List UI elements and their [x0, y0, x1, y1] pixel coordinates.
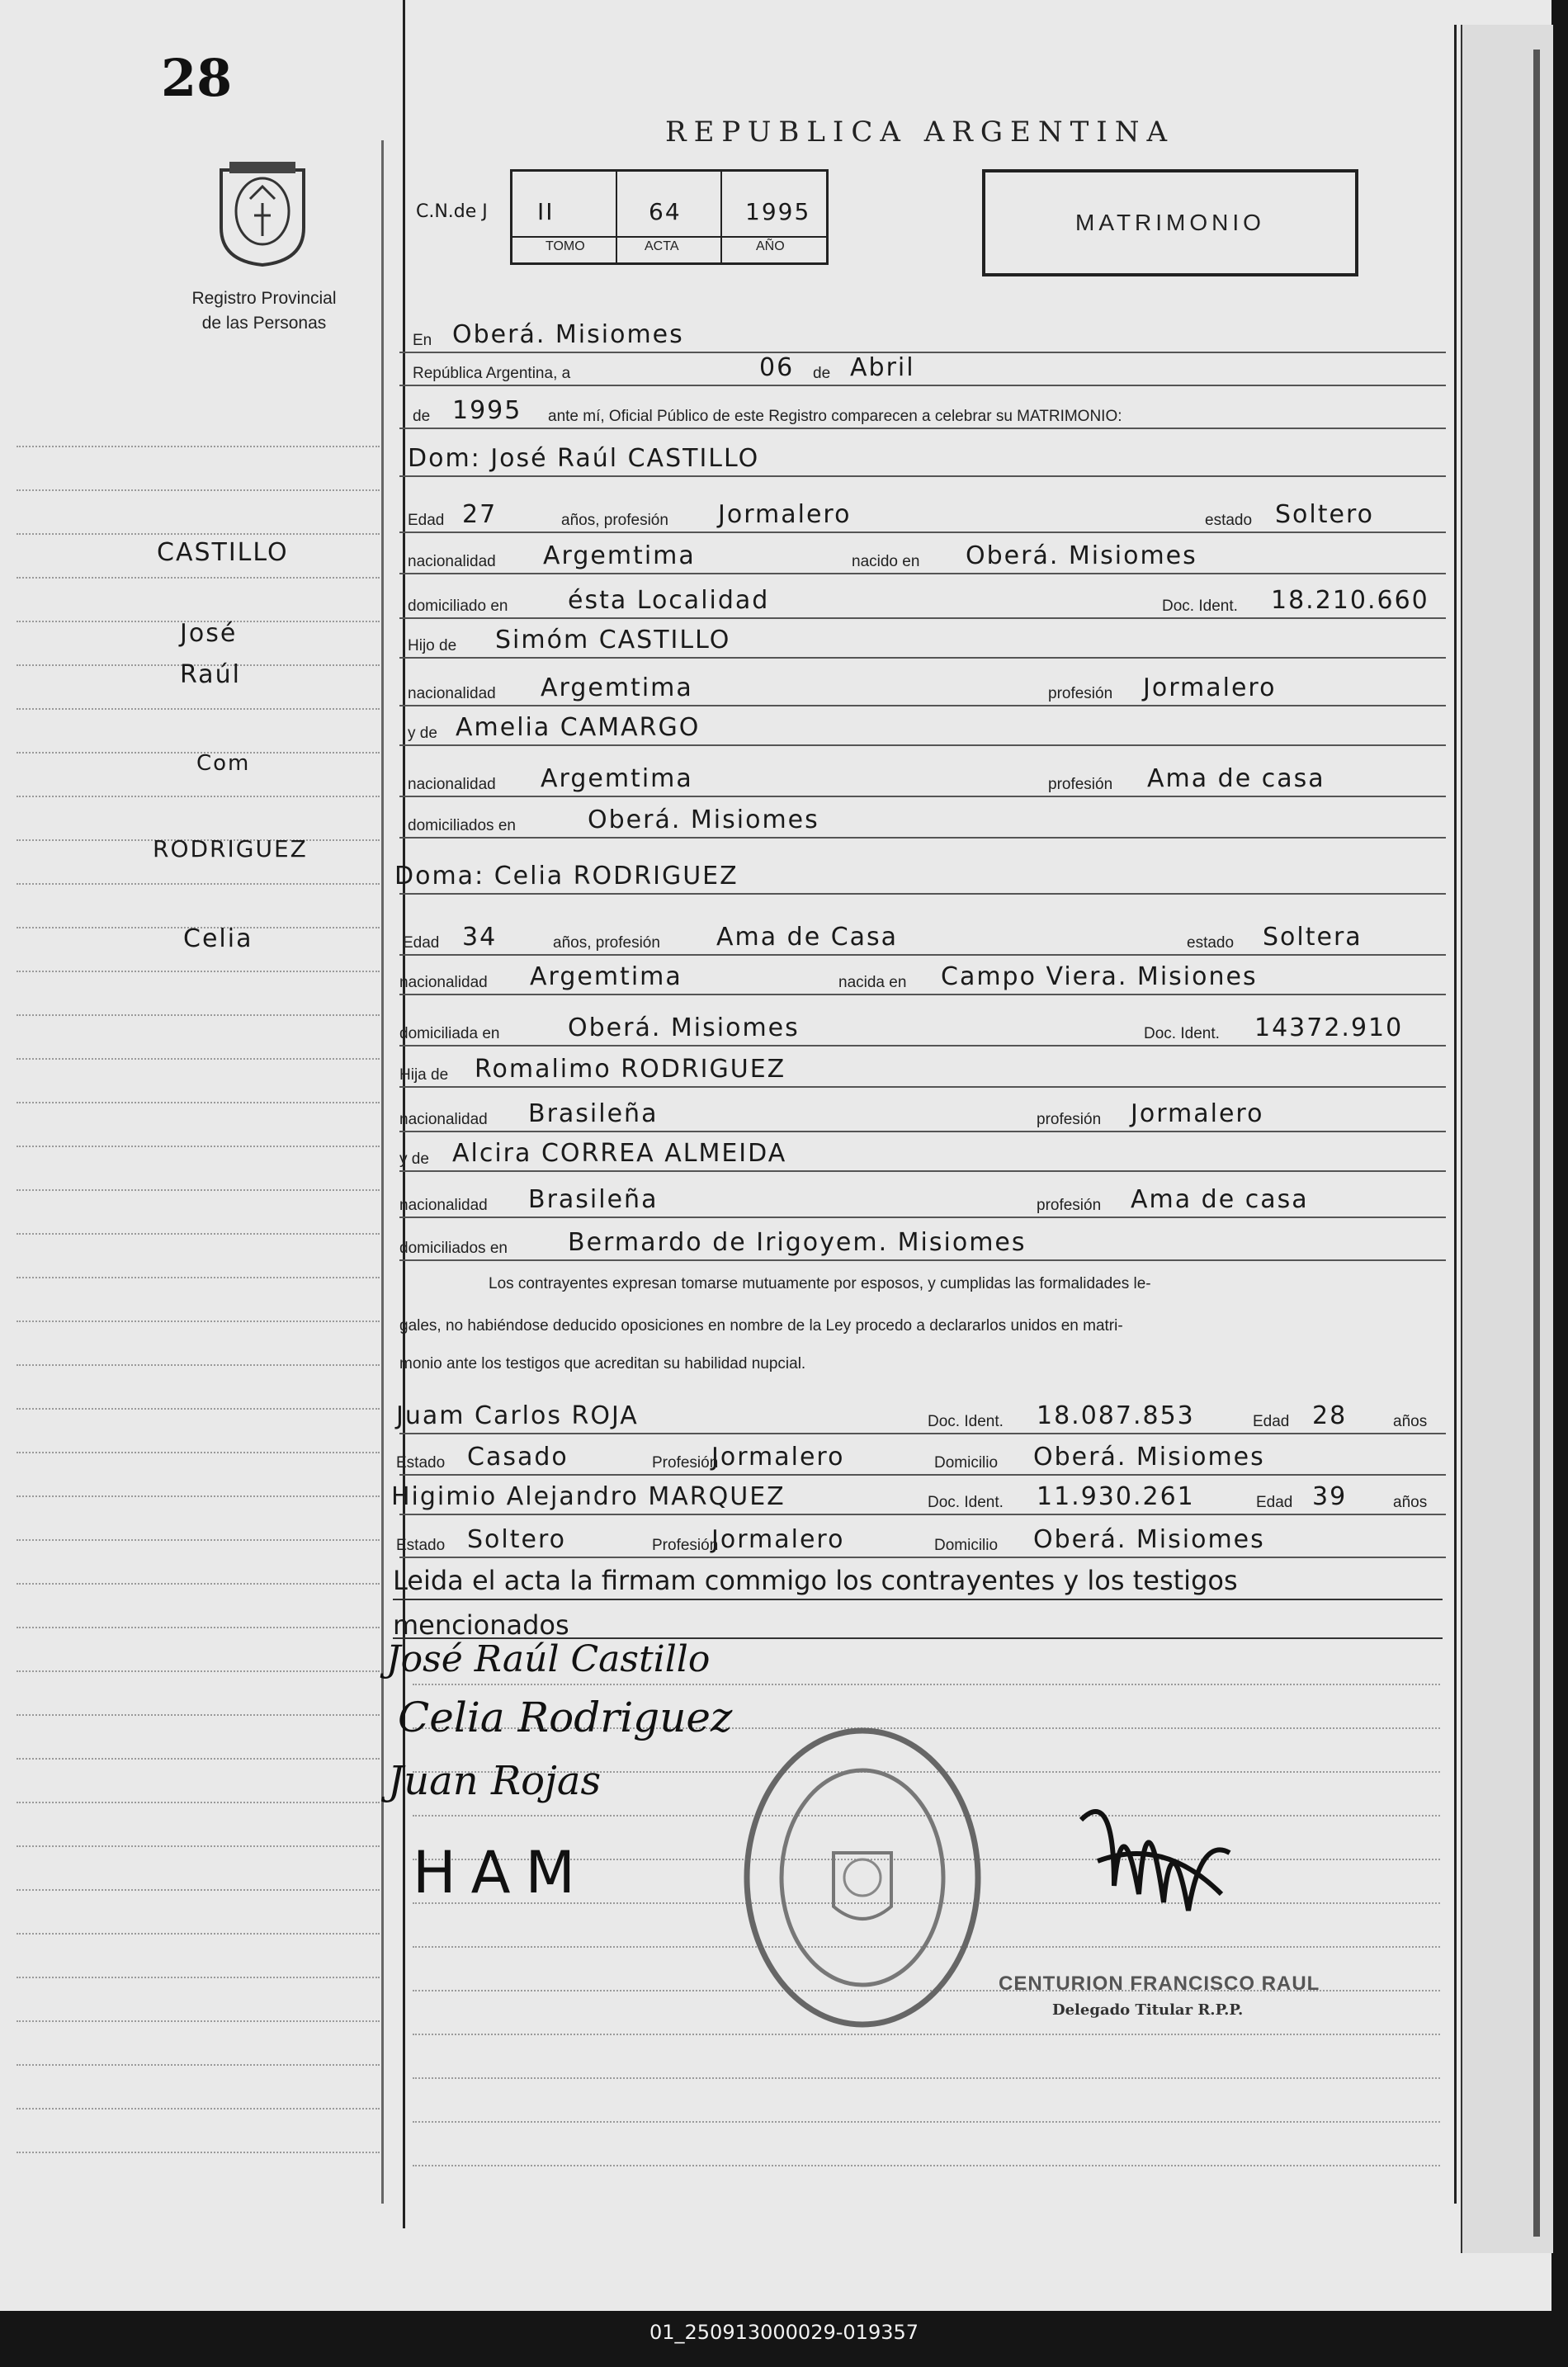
margin-rule [17, 1758, 380, 1760]
witness2-dom-label: Domicilio [934, 1537, 999, 1554]
groom-mother: Amelia CAMARGO [456, 713, 701, 742]
margin-rule [17, 971, 380, 972]
registry-line-2: de las Personas [201, 314, 327, 333]
margin-rule [17, 2108, 380, 2110]
margin-rule [17, 2020, 380, 2022]
form-line [399, 744, 1446, 746]
intro-text: ante mí, Oficial Público de este Registro comparecen a celebrar su MATRIMONIO: [548, 408, 1122, 425]
form-line [399, 1045, 1446, 1046]
groom-father-nationality: Argemtima [541, 673, 693, 702]
groom-mother-prof-label: profesión [1048, 776, 1113, 793]
margin-rule [17, 2064, 380, 2066]
bride-birthplace: Campo Viera. Misiones [941, 962, 1258, 991]
groom-nationality: Argemtima [543, 541, 696, 570]
witness2-anos-label: años [1393, 1494, 1428, 1511]
margin-rule [17, 446, 380, 447]
official-signature-icon [1065, 1770, 1246, 1939]
declaration-line-1: Los contrayentes expresan tomarse mutuamente por esposos, y cumplidas las formalidades le- [489, 1275, 1151, 1292]
bride-age: 34 [462, 923, 498, 952]
bride-parents-domicile: Bermardo de Irigoyem. Misiomes [568, 1228, 1027, 1257]
groom-parents-dom-label: domiciliados en [408, 817, 516, 834]
groom-doc-label: Doc. Ident. [1162, 598, 1238, 615]
margin-connector: Com [196, 751, 251, 776]
form-line [399, 1131, 1446, 1132]
country-heading: REPUBLICA ARGENTINA [665, 116, 1175, 149]
de2-label: de [413, 408, 431, 425]
margin-rule [17, 1977, 380, 1978]
signature-groom: José Raúl Castillo [386, 1638, 711, 1680]
official-name: CENTURION FRANCISCO RAUL [999, 1972, 1320, 1995]
margin-rule [17, 1102, 380, 1103]
bride-edad-label: Edad [403, 934, 440, 952]
margin-rule [17, 1058, 380, 1060]
bride-mother: Alcira CORREA ALMEIDA [452, 1139, 787, 1168]
margin-rule [17, 1583, 380, 1585]
registry-line-1: Registro Provincial [191, 289, 337, 308]
ano-label: AÑO [756, 239, 785, 253]
margin-rule [17, 1933, 380, 1935]
witness1-dom-label: Domicilio [934, 1454, 999, 1472]
groom-edad-label: Edad [408, 512, 445, 529]
bride-mother-nationality: Brasileña [528, 1185, 659, 1214]
groom-anos-label: años, profesión [561, 512, 668, 529]
ano-value: 1995 [745, 198, 811, 225]
coat-of-arms-icon [213, 154, 312, 273]
groom-father-nat-label: nacionalidad [408, 685, 496, 702]
groom-mother-profession: Ama de casa [1147, 764, 1325, 793]
form-line [399, 1514, 1446, 1515]
republica-label: República Argentina, a [413, 365, 571, 382]
bride-mother-nat-label: nacionalidad [399, 1197, 488, 1214]
margin-rule [17, 1014, 380, 1016]
body-rule [413, 2121, 1440, 2123]
groom-hijo-label: Hijo de [408, 637, 457, 654]
bride-father-profession: Jormalero [1131, 1099, 1264, 1128]
bride-yde-label: y de [399, 1150, 429, 1168]
bride-father-nat-label: nacionalidad [399, 1111, 488, 1128]
witness2-doc-label: Doc. Ident. [928, 1494, 1004, 1511]
declaration-line-2: gales, no habiéndose deducido oposiciones en nombre de la Ley procedo a declararlos unidos en matri- [399, 1317, 1123, 1335]
month-value: Abril [850, 353, 915, 382]
witness1-age: 28 [1312, 1401, 1348, 1430]
witness1-edad-label: Edad [1253, 1413, 1290, 1430]
de-label: de [813, 365, 831, 382]
margin-bride-given: Celia [183, 924, 253, 953]
form-line [399, 1433, 1446, 1434]
margin-bride-surname: RODRIGUEZ [153, 835, 308, 862]
margin-rule [17, 1452, 380, 1453]
bride-father-nationality: Brasileña [528, 1099, 659, 1128]
groom-doc: 18.210.660 [1271, 586, 1429, 615]
margin-rule [17, 1714, 380, 1716]
bride-nac-label: nacionalidad [399, 974, 488, 991]
groom-domicile: ésta Localidad [568, 586, 770, 615]
witness1-prof-label: Profesión [652, 1454, 719, 1472]
groom-profession: Jormalero [718, 500, 852, 529]
margin-rule [17, 1277, 380, 1278]
footer-id: 01_250913000029-019357 [649, 2321, 919, 2344]
margin-rule [17, 1321, 380, 1322]
bride-estado-label: estado [1187, 934, 1235, 952]
form-line [399, 385, 1446, 386]
margin-rule [17, 1146, 380, 1147]
tomo-acta-box [510, 169, 829, 265]
signature-witness-1: Juan Rojas [388, 1758, 602, 1804]
record-type: MATRIMONIO [1075, 210, 1265, 235]
witness1-anos-label: años [1393, 1413, 1428, 1430]
witness2-estado-label: Estado [396, 1537, 446, 1554]
form-line [399, 573, 1446, 574]
margin-rule [17, 1233, 380, 1235]
bride-doc: 14372.910 [1254, 1013, 1404, 1042]
form-line [399, 617, 1446, 619]
form-line [399, 428, 1446, 429]
binding-edge [1533, 50, 1540, 2237]
witness2-profession: Jormalero [711, 1525, 845, 1554]
margin-rule [17, 1408, 380, 1410]
body-rule [413, 2077, 1440, 2079]
day-value: 06 [759, 353, 795, 382]
witness1-estado-label: Estado [396, 1454, 446, 1472]
margin-groom-given-2: Raúl [180, 660, 241, 689]
year-value: 1995 [452, 396, 522, 425]
witness2-age: 39 [1312, 1482, 1348, 1511]
witness2-domicile: Oberá. Misiomes [1033, 1525, 1265, 1554]
margin-inner-border [381, 140, 384, 2204]
form-line [399, 1170, 1446, 1172]
bride-profession: Ama de Casa [716, 923, 899, 952]
margin-rule [17, 489, 380, 491]
groom-estado-label: estado [1205, 512, 1253, 529]
declaration-line-3: monio ante los testigos que acreditan su habilidad nupcial. [399, 1355, 806, 1372]
form-line [399, 657, 1446, 659]
acta-label: ACTA [645, 239, 679, 253]
bride-mother-profession: Ama de casa [1131, 1185, 1309, 1214]
witness1-status: Casado [467, 1443, 569, 1472]
groom-birthplace: Oberá. Misiomes [966, 541, 1197, 570]
form-line [399, 532, 1446, 533]
groom-status: Soltero [1275, 500, 1374, 529]
right-border [1454, 25, 1457, 2204]
groom-mother-nat-label: nacionalidad [408, 776, 496, 793]
acta-value: 64 [649, 198, 682, 225]
witness2-prof-label: Profesión [652, 1537, 719, 1554]
margin-rule [17, 1670, 380, 1672]
groom-father-profession: Jormalero [1143, 673, 1277, 702]
margin-rule [17, 2152, 380, 2153]
groom-father: Simóm CASTILLO [495, 626, 731, 654]
form-line [399, 1259, 1446, 1261]
form-line [399, 954, 1446, 956]
margin-rule [17, 1845, 380, 1847]
form-line [399, 796, 1446, 797]
bride-father-prof-label: profesión [1037, 1111, 1102, 1128]
groom-name: Dom: José Raúl CASTILLO [408, 444, 760, 473]
bride-status: Soltera [1263, 923, 1363, 952]
form-line [399, 1557, 1446, 1558]
margin-groom-given-1: José [180, 619, 238, 648]
bride-anos-label: años, profesión [553, 934, 660, 952]
witness2-status: Soltero [467, 1525, 566, 1554]
witness1-profession: Jormalero [711, 1443, 845, 1472]
closing-line-1: Leida el acta la firmam commigo los contrayentes y los testigos [393, 1565, 1238, 1596]
bride-nationality: Argemtima [530, 962, 682, 991]
witness1-doc-label: Doc. Ident. [928, 1413, 1004, 1430]
groom-age: 27 [462, 500, 498, 529]
witness2-edad-label: Edad [1256, 1494, 1293, 1511]
form-line [399, 475, 1446, 477]
body-rule [413, 1684, 1440, 1685]
margin-rule [17, 1539, 380, 1541]
margin-rule [17, 883, 380, 885]
margin-rule [17, 708, 380, 710]
groom-dom-label: domiciliado en [408, 598, 508, 615]
bride-father: Romalimo RODRIGUEZ [475, 1055, 786, 1084]
margin-rule [17, 1627, 380, 1628]
tomo-label: TOMO [545, 239, 585, 253]
cn-label: C.N.de J [416, 201, 488, 222]
margin-rule [17, 577, 380, 579]
bride-mother-prof-label: profesión [1037, 1197, 1102, 1214]
record-type-box [982, 169, 1358, 276]
signature-bride: Celia Rodriguez [398, 1694, 733, 1741]
place-value: Oberá. Misiomes [452, 320, 684, 349]
form-line [399, 994, 1446, 995]
groom-nacido-label: nacido en [852, 553, 920, 570]
witness2-doc: 11.930.261 [1037, 1482, 1195, 1511]
body-rule [413, 2165, 1440, 2166]
groom-father-prof-label: profesión [1048, 685, 1113, 702]
groom-mother-nationality: Argemtima [541, 764, 693, 793]
form-line [399, 1474, 1446, 1476]
form-line [399, 705, 1446, 706]
bride-nacida-label: nacida en [838, 974, 907, 991]
margin-rule [17, 1802, 380, 1803]
bride-doc-label: Doc. Ident. [1144, 1025, 1220, 1042]
margin-rule [17, 1495, 380, 1497]
form-line [399, 1086, 1446, 1088]
en-label: En [413, 332, 432, 349]
form-line [399, 1217, 1446, 1218]
signature-witness-2: HAM [413, 1839, 590, 1906]
form-line [399, 352, 1446, 353]
witness1-domicile: Oberá. Misiomes [1033, 1443, 1265, 1472]
margin-rule [17, 533, 380, 535]
bride-hija-label: Hija de [399, 1066, 449, 1084]
margin-rule [17, 1889, 380, 1891]
official-seal-icon [739, 1721, 986, 2039]
groom-parents-domicile: Oberá. Misiomes [588, 806, 819, 834]
bride-parents-dom-label: domiciliados en [399, 1240, 508, 1257]
witness2-name: Higimio Alejandro MARQUEZ [391, 1482, 786, 1511]
margin-groom-surname: CASTILLO [157, 538, 289, 567]
bride-name: Doma: Celia RODRIGUEZ [394, 862, 739, 891]
form-line [399, 837, 1446, 839]
groom-yde-label: y de [408, 725, 437, 742]
form-line [399, 893, 1446, 895]
margin-rule [17, 796, 380, 797]
official-title: Delegado Titular R.P.P. [1052, 2001, 1244, 2019]
bride-domicile: Oberá. Misiomes [568, 1013, 800, 1042]
closing-line-2: mencionados [393, 1609, 569, 1641]
page-number: 28 [161, 48, 233, 108]
witness1-name: Juam Carlos ROJA [396, 1401, 639, 1430]
margin-rule [17, 1364, 380, 1366]
bride-dom-label: domiciliada en [399, 1025, 500, 1042]
tomo-value: II [537, 198, 555, 225]
groom-nac-label: nacionalidad [408, 553, 496, 570]
witness1-doc: 18.087.853 [1037, 1401, 1195, 1430]
margin-rule [17, 1189, 380, 1191]
